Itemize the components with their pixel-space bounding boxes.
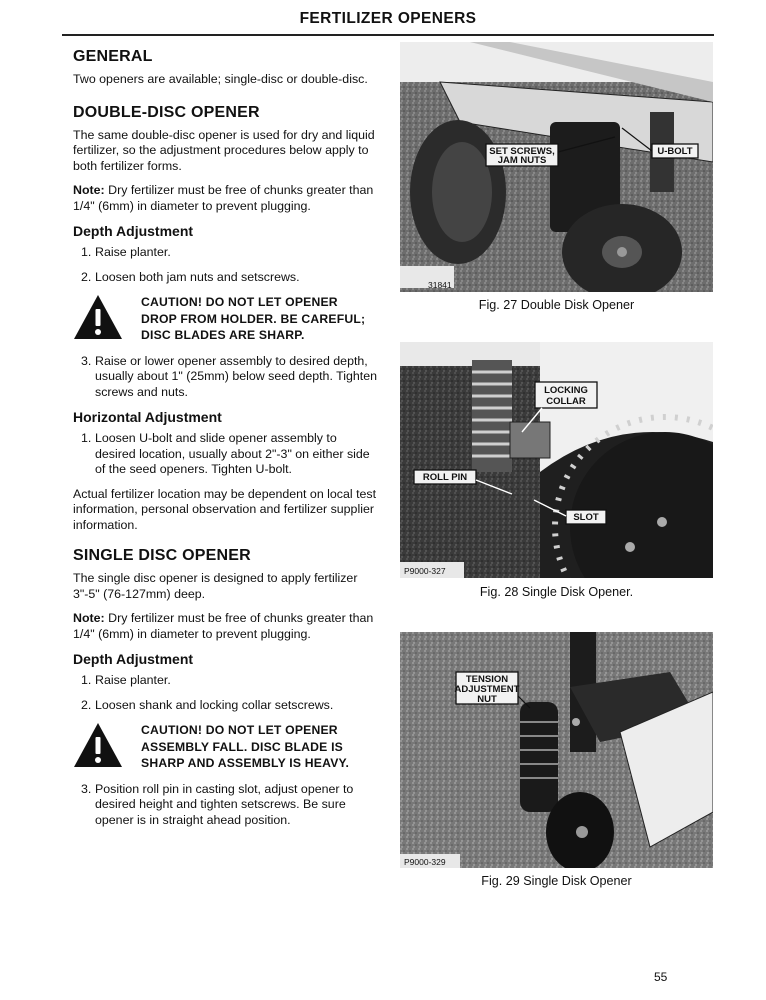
depth-adjustment-heading: Depth Adjustment xyxy=(73,651,194,667)
single-disc-note xyxy=(73,611,378,642)
double-disc-depth-steps xyxy=(73,245,378,285)
caution-text: CAUTION! DO NOT LET OPENER ASSEMBLY FALL. DISC BLADE IS SHARP AND ASSEMBLY IS HEAVY. xyxy=(141,723,350,770)
list-item: 2. Loosen both jam nuts and setscrews. xyxy=(81,269,300,284)
note-label: Note: xyxy=(73,183,105,197)
caution-text: CAUTION! DO NOT LET OPENER DROP FROM HOLDER. BE CAREFUL; DISC BLADES ARE SHARP. xyxy=(141,295,366,342)
list-item: 3. Raise or lower opener assembly to desired depth, usually about 1" (25mm) below seed depth. Tighten screws and nuts. xyxy=(81,353,377,399)
figure-ref-number: P9000-327 xyxy=(404,566,446,576)
double-disc-heading: DOUBLE-DISC OPENER xyxy=(73,103,260,121)
horizontal-steps xyxy=(73,431,378,478)
svg-text:NUT: NUT xyxy=(477,694,497,705)
list-item: 2. Loosen shank and locking collar setscrews. xyxy=(81,697,334,712)
svg-text:TENSION: TENSION xyxy=(465,674,509,685)
svg-text:LOCKING: LOCKING xyxy=(544,385,588,396)
figure-ref-number: P9000-329 xyxy=(404,857,446,867)
note-text: Dry fertilizer must be free of chunks greater than 1/4" (6mm) in diameter to prevent plugging. xyxy=(73,611,374,641)
depth-adjustment-heading: Depth Adjustment xyxy=(73,223,194,239)
list-item: 3. Position roll pin in casting slot, adjust opener to desired height and tighten setscrews. Be sure opener is in straight ahead position. xyxy=(81,781,354,827)
svg-text:SET SCREWS,: SET SCREWS, xyxy=(489,146,555,157)
location-text: Actual fertilizer location may be dependent on local test information, personal observation and fertilizer supplier information. xyxy=(73,486,377,532)
single-disc-intro: The single disc opener is designed to apply fertilizer 3"-5" (76-127mm) deep. xyxy=(73,571,358,601)
figure-29-photo xyxy=(400,632,713,868)
note-text: Dry fertilizer must be free of chunks greater than 1/4" (6mm) in diameter to prevent plugging. xyxy=(73,183,374,213)
caution-block xyxy=(73,294,378,344)
figure-27-caption: Fig. 27 Double Disk Opener xyxy=(478,298,635,312)
page-title: FERTILIZER OPENERS xyxy=(299,10,477,27)
text-column xyxy=(73,48,378,837)
header-rule xyxy=(62,34,714,36)
general-heading: GENERAL xyxy=(73,48,153,65)
page-number: 55 xyxy=(654,970,668,984)
svg-text:ADJUSTMENT: ADJUSTMENT xyxy=(454,684,520,695)
figure-28-photo xyxy=(400,342,713,578)
list-item: 1. Loosen U-bolt and slide opener assembly to desired location, usually about 2"-3" on either side of the seed openers. Tighten U-bolt. xyxy=(81,431,370,476)
double-disc-intro: The same double-disc opener is used for dry and liquid fertilizer, so the adjustment procedures below apply to both fertilizer forms. xyxy=(73,127,375,173)
single-disc-heading: SINGLE DISC OPENER xyxy=(73,547,251,564)
list-item: 1. Raise planter. xyxy=(81,673,171,687)
figure-27-photo xyxy=(400,42,713,292)
svg-text:SLOT: SLOT xyxy=(573,512,599,523)
double-disc-depth-step3 xyxy=(73,354,378,401)
svg-text:JAM NUTS: JAM NUTS xyxy=(497,155,547,166)
warning-triangle-icon xyxy=(73,722,123,768)
figure-28-caption: Fig. 28 Single Disk Opener. xyxy=(479,585,634,599)
single-disc-depth-steps xyxy=(73,673,378,713)
double-disc-note xyxy=(73,183,378,214)
list-item: 1. Raise planter. xyxy=(81,245,171,259)
horizontal-adjustment-heading: Horizontal Adjustment xyxy=(73,409,222,425)
figure-29-caption: Fig. 29 Single Disk Opener xyxy=(481,874,632,888)
svg-text:ROLL PIN: ROLL PIN xyxy=(422,472,468,483)
note-label: Note: xyxy=(73,611,105,625)
svg-text:COLLAR: COLLAR xyxy=(546,396,586,407)
general-text: Two openers are available; single-disc or double-disc. xyxy=(73,72,368,86)
caution-block xyxy=(73,722,378,772)
svg-text:U-BOLT: U-BOLT xyxy=(657,146,693,157)
figure-ref-number: 31841 xyxy=(428,280,452,290)
warning-triangle-icon xyxy=(73,294,123,340)
single-disc-depth-step3 xyxy=(73,782,378,829)
